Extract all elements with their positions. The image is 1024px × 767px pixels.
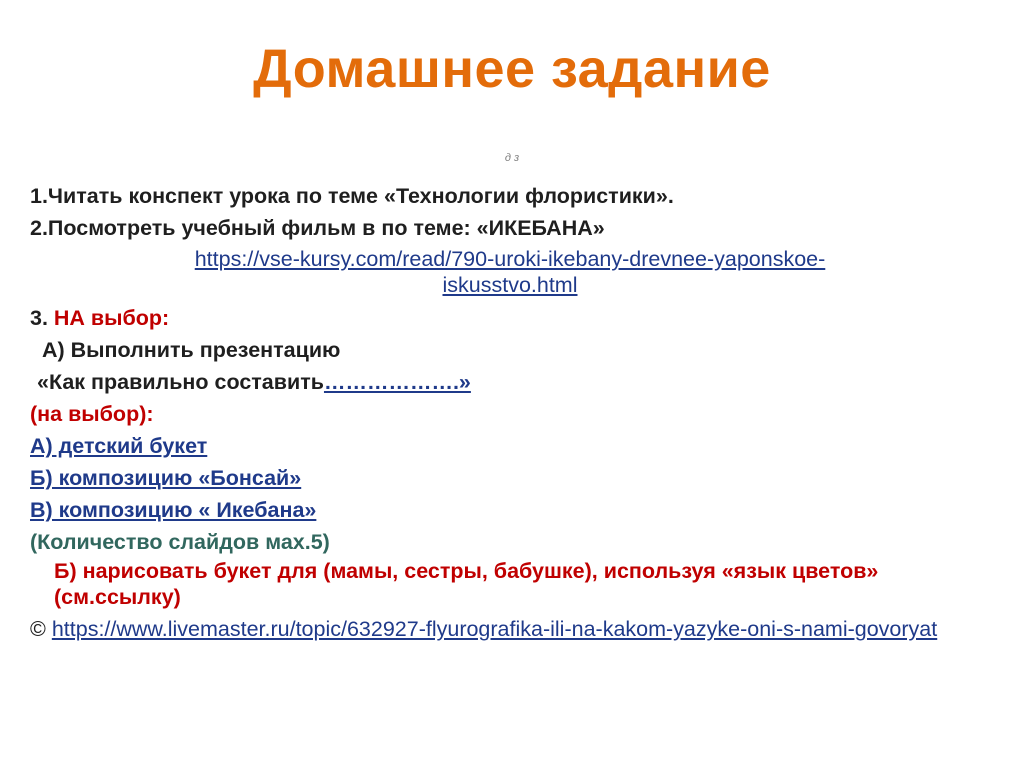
homework-item-1: 1.Читать конспект урока по теме «Технологии флористики».	[30, 184, 674, 208]
choice-c-link[interactable]: В) композицию « Икебана»	[30, 498, 317, 522]
choice-b-link[interactable]: Б) композицию «Бонсай»	[30, 466, 302, 490]
film-link[interactable]	[195, 247, 826, 297]
homework-item-2: 2.Посмотреть учебный фильм в по теме: «ИКЕБАНА»	[30, 216, 605, 240]
option-b-text: Б) нарисовать букет для (мамы, сестры, бабушке), используя «язык цветов» (см.ссылку)	[54, 559, 879, 609]
copyright-symbol: ©	[30, 617, 46, 641]
slides-count-note: (Количество слайдов мах.5)	[30, 530, 330, 554]
film-link-block	[30, 246, 990, 298]
choice-label: (на выбор):	[30, 402, 154, 426]
homework-item-3	[30, 302, 990, 334]
livemaster-link[interactable]: https://www.livemaster.ru/topic/632927-flyurografika-ili-na-kakom-yazyke-oni-s-nami-govoryat	[51, 617, 938, 641]
choice-a-link[interactable]: А) детский букет	[30, 434, 208, 458]
option-a-quote	[30, 366, 990, 398]
slide-subtitle: д з	[504, 152, 520, 164]
film-link-part-1: https://vse-kursy.com/read/790-uroki-ikebany-drevnee-yaponskoe-	[194, 247, 826, 271]
option-b	[30, 558, 990, 610]
option-a: А) Выполнить презентацию	[42, 338, 341, 362]
item-3-label: НА выбор:	[53, 306, 170, 330]
livemaster-link-block	[30, 616, 990, 642]
option-a-quote-dots-link[interactable]: ……………….»	[323, 370, 471, 394]
homework-content	[30, 180, 990, 642]
item-3-number: 3.	[30, 306, 54, 330]
option-a-quote-start: «Как правильно составить	[37, 370, 324, 394]
film-link-part-2: iskusstvo.html	[442, 273, 578, 297]
slide-title: Домашнее задание	[253, 39, 771, 99]
